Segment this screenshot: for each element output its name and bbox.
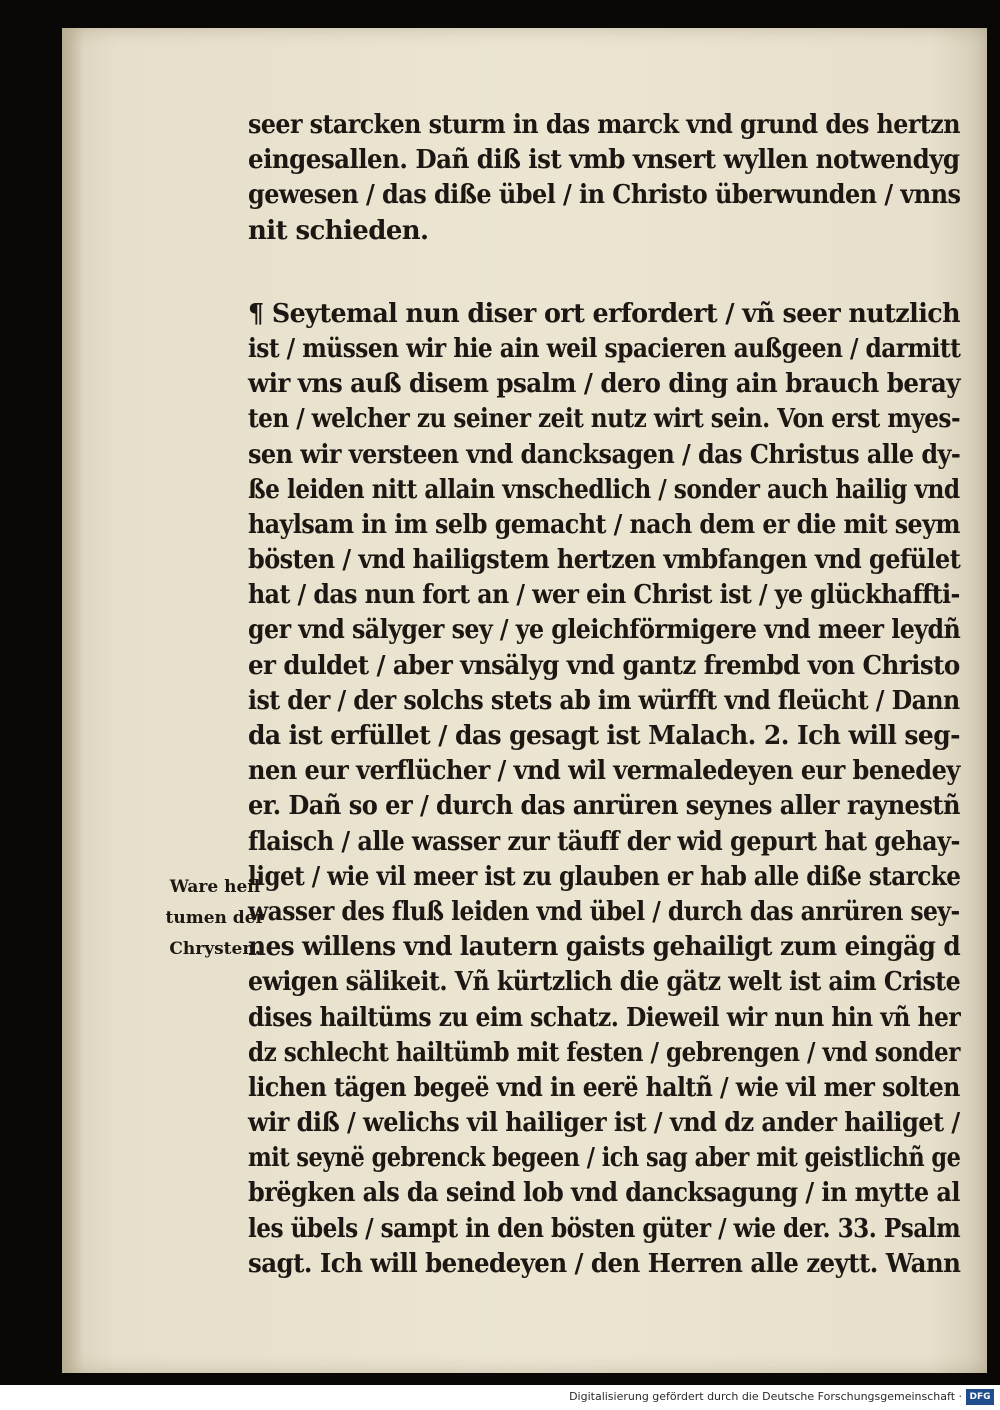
- text-line: nen eur verflücher / vnd wil vermaledeyen eur benedey: [248, 756, 960, 787]
- funding-credit: Digitalisierung gefördert durch die Deutsche Forschungsgemeinschaft ·: [569, 1390, 962, 1403]
- marginal-gloss-line: Chrysten.: [169, 939, 261, 959]
- text-line: wasser des fluß leiden vnd übel / durch das anrüren sey-: [248, 896, 960, 927]
- text-line: mit seynë gebrenck begeen / ich sag aber mit geistlichñ ge: [248, 1143, 961, 1174]
- text-line: nes willens vnd lautern gaists gehailigt zum eingäg d: [248, 932, 961, 963]
- text-line: wir vns auß disem psalm / dero ding ain brauch beray: [248, 369, 960, 400]
- text-line: sen wir versteen vnd dancksagen / das Christus alle dy-: [248, 439, 961, 470]
- text-line: ße leiden nitt allain vnschedlich / sonder auch hailig vnd: [248, 474, 960, 505]
- text-line: ist / müssen wir hie ain weil spacieren außgeen / darmitt: [248, 333, 961, 364]
- paragraph-gap: [248, 249, 960, 297]
- text-line: eingesallen. Dañ diß ist vmb vnsert wyllen notwendyg: [248, 145, 960, 176]
- text-line: ewigen sälikeit. Vñ kürtzlich die gätz welt ist aim Criste: [248, 967, 961, 998]
- text-line: er duldet / aber vnsälyg vnd gantz frembd von Christo: [248, 650, 960, 681]
- text-line: brëgken als da seind lob vnd dancksagung / in mytte al: [248, 1178, 960, 1209]
- text-line: liget / wie vil meer ist zu glauben er hab alle diße starcke: [248, 861, 961, 892]
- marginal-gloss-line: Ware heil: [169, 877, 261, 897]
- page-gutter-shadow: [62, 28, 84, 1373]
- dfg-logo-icon: DFG: [966, 1389, 994, 1405]
- text-line: nit schieden.: [248, 215, 429, 246]
- text-line: hat / das nun fort an / wer ein Christ ist / ye glückhaffti-: [248, 580, 960, 611]
- marginal-gloss: [160, 872, 270, 965]
- digitization-footer: [0, 1385, 1000, 1410]
- text-line: da ist erfüllet / das gesagt ist Malach. 2. Ich will seg-: [248, 721, 960, 751]
- body-text-block: [248, 108, 960, 1282]
- text-line: lichen tägen begeë vnd in eerë haltñ / wie vil mer solten: [248, 1072, 960, 1103]
- text-line: ten / welcher zu seiner zeit nutz wirt sein. Von erst myes-: [248, 404, 961, 435]
- text-line: ¶ Seytemal nun diser ort erfordert / vñ seer nutzlich: [248, 298, 961, 329]
- text-line: dz schlecht hailtümb mit festen / gebrengen / vnd sonder: [248, 1037, 960, 1068]
- text-line: er. Dañ so er / durch das anrüren seynes aller raynestñ: [248, 791, 960, 822]
- text-line: wir diß / welichs vil hailiger ist / vnd dz ander hailiget /: [248, 1108, 960, 1139]
- text-line: seer starcken sturm in das marck vnd grund des hertzn: [248, 110, 960, 140]
- text-line: bösten / vnd hailigstem hertzen vmbfangen vnd gefület: [248, 545, 961, 576]
- text-line: les übels / sampt in den bösten güter / wie der. 33. Psalm: [248, 1213, 961, 1244]
- text-line: haylsam in im selb gemacht / nach dem er die mit seym: [248, 509, 960, 540]
- text-line: ist der / der solchs stets ab im würfft vnd fleücht / Dann: [248, 685, 960, 716]
- text-line: dises hailtüms zu eim schatz. Dieweil wir nun hin vñ her: [248, 1002, 961, 1033]
- marginal-gloss-line: tumen der: [165, 908, 265, 928]
- text-line: flaisch / alle wasser zur täuff der wid gepurt hat gehay-: [248, 826, 960, 857]
- text-line: gewesen / das diße übel / in Christo überwunden / vnns: [248, 180, 961, 211]
- text-line: sagt. Ich will benedeyen / den Herren alle zeytt. Wann: [248, 1248, 961, 1279]
- text-line: ger vnd sälyger sey / ye gleichförmigere vnd meer leydñ: [248, 615, 961, 646]
